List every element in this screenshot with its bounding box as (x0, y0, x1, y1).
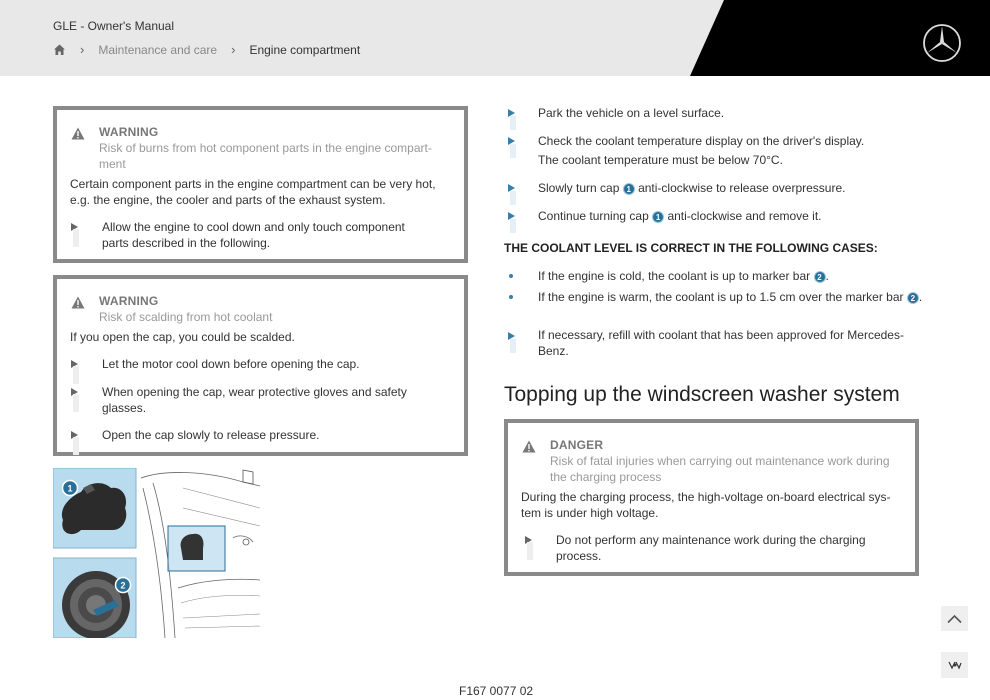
mercedes-star-icon[interactable] (922, 23, 962, 63)
figure-caption: F167 0077 02 (459, 684, 534, 698)
callout-badge-1: 1 (652, 211, 664, 223)
warning-subtitle: Risk of burns from hot component parts in the engine compart- ment (99, 141, 432, 171)
warning-text: Certain component parts in the engine compartment can be very hot, e.g. the engine, the cooler and parts of the exhaust system. (70, 177, 436, 207)
warning-text: If you open the cap, you could be scalded. (70, 330, 295, 344)
step-remove-cap: Continue turning cap 1 anti-clockwise and remove it. (508, 207, 928, 229)
warning-subtitle: Risk of scalding from hot coolant (99, 310, 273, 324)
chevron-right-icon: › (231, 42, 236, 57)
eco-icon (947, 659, 963, 671)
chevron-right-icon: › (80, 42, 85, 57)
callout-2: 2 (120, 580, 126, 591)
callout-1: 1 (67, 483, 73, 494)
breadcrumb-engine-compartment: Engine compartment (249, 42, 361, 57)
breadcrumb-maintenance[interactable]: Maintenance and care (98, 42, 218, 57)
chevron-up-icon (947, 614, 962, 624)
manual-title: GLE - Owner's Manual (53, 19, 175, 33)
home-icon[interactable] (53, 43, 66, 56)
header (0, 0, 990, 76)
step-turn-cap: Slowly turn cap 1 anti-clockwise to release overpressure. (508, 179, 928, 201)
engine-compartment-illustration (53, 468, 260, 638)
danger-box-charging: DANGER Risk of fatal injuries when carrying out maintenance work during the charging process During the charging process, the high-voltage on-board electrical sys- tem is under high voltage. Do not perform any maintenance work during the charging process. (504, 419, 919, 576)
warning-triangle-icon (71, 296, 85, 309)
coolant-level-heading: THE COOLANT LEVEL IS CORRECT IN THE FOLLOWING CASES: (504, 241, 878, 255)
callout-badge-1: 1 (623, 183, 635, 195)
warning-heading: WARNING (99, 125, 159, 139)
danger-subtitle: Risk of fatal injuries when carrying out maintenance work during the charging process (550, 454, 890, 484)
step-check-temperature: Check the coolant temperature display on the driver's display. The coolant temperature must be below 70°C. (508, 132, 928, 174)
callout-badge-2: 2 (814, 271, 826, 283)
warning-triangle-icon (71, 127, 85, 140)
scroll-to-top-button[interactable] (941, 606, 968, 631)
callout-badge-2: 2 (907, 292, 919, 304)
step-park-vehicle: Park the vehicle on a level surface. (508, 104, 908, 126)
washer-section-heading: Topping up the windscreen washer system (504, 383, 900, 406)
warning-triangle-icon (522, 440, 536, 453)
warning-box-scalding: WARNING Risk of scalding from hot coolant If you open the cap, you could be scalded. Let the motor cool down before opening the cap. When opening the cap, wear protective gloves and safety glasses. Open the cap slowly to release pressure. (53, 275, 468, 456)
warning-box-burns: WARNING Risk of burns from hot component parts in the engine compart- ment Certain component parts in the engine compartment can be very hot, e.g. the engine, the cooler and parts of the exhaust system. Allow the engine to cool down and only touch component parts described in the following. (53, 106, 468, 263)
coolant-case-warm: If the engine is warm, the coolant is up to 1.5 cm over the marker bar 2 . (509, 290, 929, 306)
step-refill-coolant: If necessary, refill with coolant that has been approved for Mercedes- Benz. (508, 327, 928, 367)
eco-button[interactable] (941, 652, 968, 678)
danger-text: During the charging process, the high-voltage on-board electrical sys- tem is under high voltage. (521, 490, 891, 520)
warning-heading: WARNING (99, 294, 159, 308)
breadcrumb (53, 42, 360, 57)
danger-heading: DANGER (550, 438, 604, 452)
coolant-case-cold: If the engine is cold, the coolant is up to marker bar 2 . (509, 269, 929, 285)
